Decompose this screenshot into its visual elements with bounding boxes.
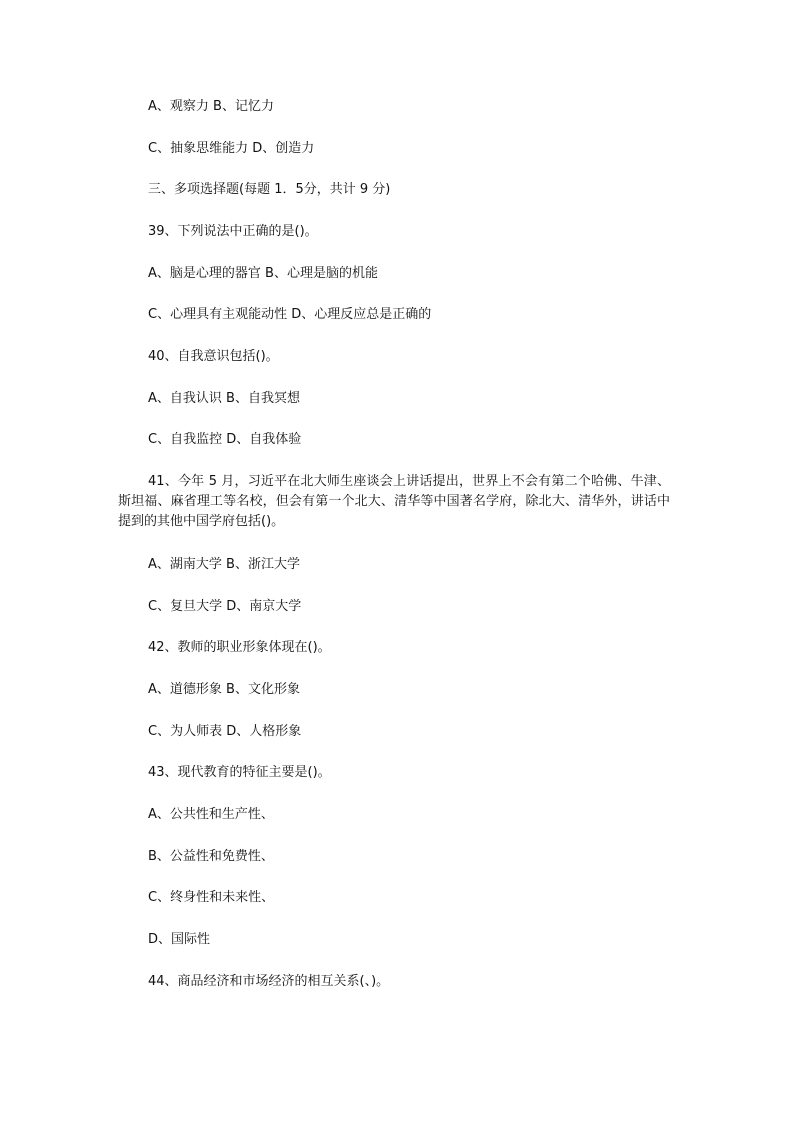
question-39-options-cd: C、心理具有主观能动性 D、心理反应总是正确的 [148,307,432,322]
question-42-options-cd: C、为人师表 D、人格形象 [148,724,302,739]
question-41-options-ab: A、湖南大学 B、浙江大学 [148,557,300,572]
question-43-option-a: A、公共性和生产性、 [148,807,274,822]
question-40: 40、自我意识包括()。 [148,349,279,364]
question-41-options-cd: C、复旦大学 D、南京大学 [148,599,302,614]
question-41: 41、今年 5 月，习近平在北大师生座谈会上讲话提出，世界上不会有第二个哈佛、牛津、斯坦福、麻省理工等名校，但会有第一个北大、清华等中国著名学府，除北大、清华外，讲话中提到的其他中国学府包括()。 [118,474,670,529]
question-43: 43、现代教育的特征主要是()。 [148,765,331,780]
question-38-options-ab: A、观察力 B、记忆力 [148,99,274,114]
question-39-options-ab: A、脑是心理的器官 B、心理是脑的机能 [148,266,378,281]
question-42: 42、教师的职业形象体现在()。 [148,640,331,655]
question-43-option-b: B、公益性和免费性、 [148,849,274,864]
question-38-options-cd: C、抽象思维能力 D、创造力 [148,141,315,156]
question-42-options-ab: A、道德形象 B、文化形象 [148,682,300,697]
section-heading-multiple-choice: 三、多项选择题(每题 1．5分，共计 9 分) [148,182,391,197]
question-43-option-d: D、国际性 [148,932,211,947]
question-40-options-ab: A、自我认识 B、自我冥想 [148,391,300,406]
question-43-option-c: C、终身性和未来性、 [148,890,275,905]
question-39: 39、下列说法中正确的是()。 [148,224,318,239]
question-40-options-cd: C、自我监控 D、自我体验 [148,432,302,447]
question-44: 44、商品经济和市场经济的相互关系(、)。 [148,974,390,989]
